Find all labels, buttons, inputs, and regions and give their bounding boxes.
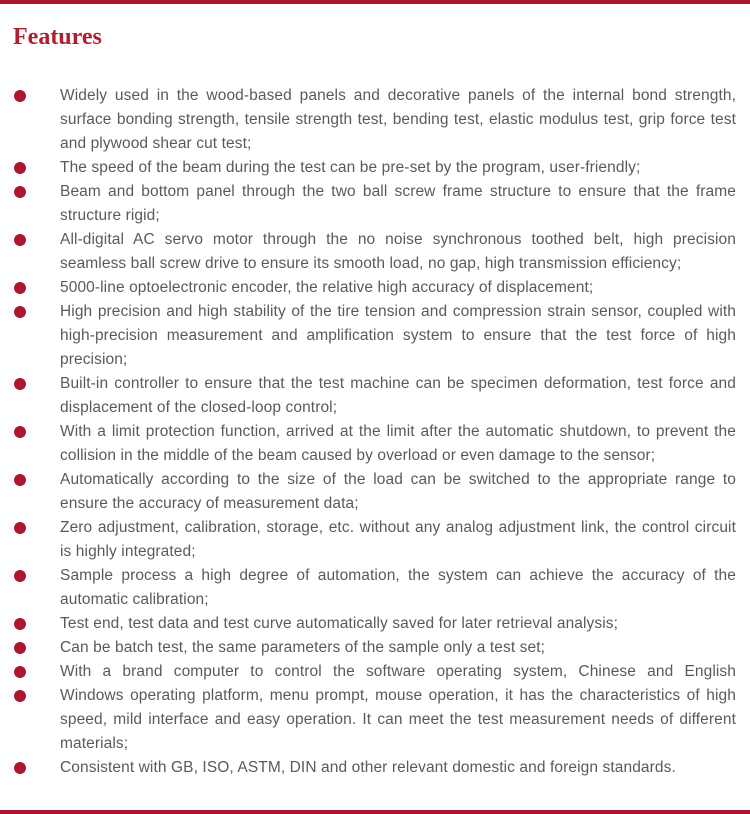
feature-item — [0, 636, 750, 660]
feature-item — [0, 564, 750, 612]
feature-text: Widely used in the wood-based panels and decorative panels of the internal bond strength, surface bonding strength, tensile strength test, bending test, elastic modulus test, grip force test and plywood shear cut test; — [60, 87, 736, 152]
top-border-rule — [0, 0, 750, 4]
feature-item — [0, 276, 750, 300]
bullet-icon — [14, 642, 26, 654]
bullet-icon — [14, 762, 26, 774]
bullet-icon — [14, 306, 26, 318]
feature-text: With a brand computer to control the software operating system, Chinese and English — [60, 663, 736, 680]
feature-item — [0, 180, 750, 228]
bullet-icon — [14, 282, 26, 294]
bullet-icon — [14, 618, 26, 630]
feature-item — [0, 756, 750, 780]
feature-item — [0, 660, 750, 684]
feature-item — [0, 372, 750, 420]
feature-item — [0, 300, 750, 372]
feature-item — [0, 612, 750, 636]
feature-item — [0, 84, 750, 156]
bullet-icon — [14, 570, 26, 582]
bullet-icon — [14, 426, 26, 438]
page-title: Features — [13, 24, 102, 50]
feature-item — [0, 516, 750, 564]
feature-text: Automatically according to the size of the load can be switched to the appropriate range to ensure the accuracy of measurement data; — [60, 471, 736, 512]
feature-text: High precision and high stability of the tire tension and compression strain sensor, coupled with high-precision measurement and amplification system to ensure that the test force of high precision; — [60, 303, 736, 368]
bullet-icon — [14, 186, 26, 198]
feature-item — [0, 468, 750, 516]
bullet-icon — [14, 666, 26, 678]
feature-text: 5000-line optoelectronic encoder, the relative high accuracy of displacement; — [60, 279, 594, 296]
bullet-icon — [14, 690, 26, 702]
feature-item — [0, 156, 750, 180]
feature-text: Built-in controller to ensure that the test machine can be specimen deformation, test force and displacement of the closed-loop control; — [60, 375, 736, 416]
feature-text: The speed of the beam during the test can be pre-set by the program, user-friendly; — [60, 159, 641, 176]
bullet-icon — [14, 378, 26, 390]
feature-text: With a limit protection function, arrived at the limit after the automatic shutdown, to prevent the collision in the middle of the beam caused by overload or even damage to the sensor; — [60, 423, 736, 464]
feature-item — [0, 228, 750, 276]
feature-text: Can be batch test, the same parameters of the sample only a test set; — [60, 639, 546, 656]
bullet-icon — [14, 234, 26, 246]
feature-item — [0, 420, 750, 468]
feature-text: Windows operating platform, menu prompt, mouse operation, it has the characteristics of high speed, mild interface and easy operation. It can meet the test measurement needs of different materials; — [60, 687, 736, 752]
bullet-icon — [14, 474, 26, 486]
feature-text: All-digital AC servo motor through the no noise synchronous toothed belt, high precision seamless ball screw drive to ensure its smooth load, no gap, high transmission efficiency; — [60, 231, 736, 272]
feature-text: Sample process a high degree of automation, the system can achieve the accuracy of the automatic calibration; — [60, 567, 736, 608]
feature-text: Beam and bottom panel through the two ball screw frame structure to ensure that the frame structure rigid; — [60, 183, 736, 224]
features-list — [0, 84, 750, 780]
bullet-icon — [14, 162, 26, 174]
bottom-border-rule — [0, 810, 750, 814]
feature-text: Consistent with GB, ISO, ASTM, DIN and other relevant domestic and foreign standards. — [60, 759, 676, 776]
feature-text: Test end, test data and test curve automatically saved for later retrieval analysis; — [60, 615, 619, 632]
bullet-icon — [14, 522, 26, 534]
bullet-icon — [14, 90, 26, 102]
feature-item — [0, 684, 750, 756]
feature-text: Zero adjustment, calibration, storage, etc. without any analog adjustment link, the control circuit is highly integrated; — [60, 519, 736, 560]
